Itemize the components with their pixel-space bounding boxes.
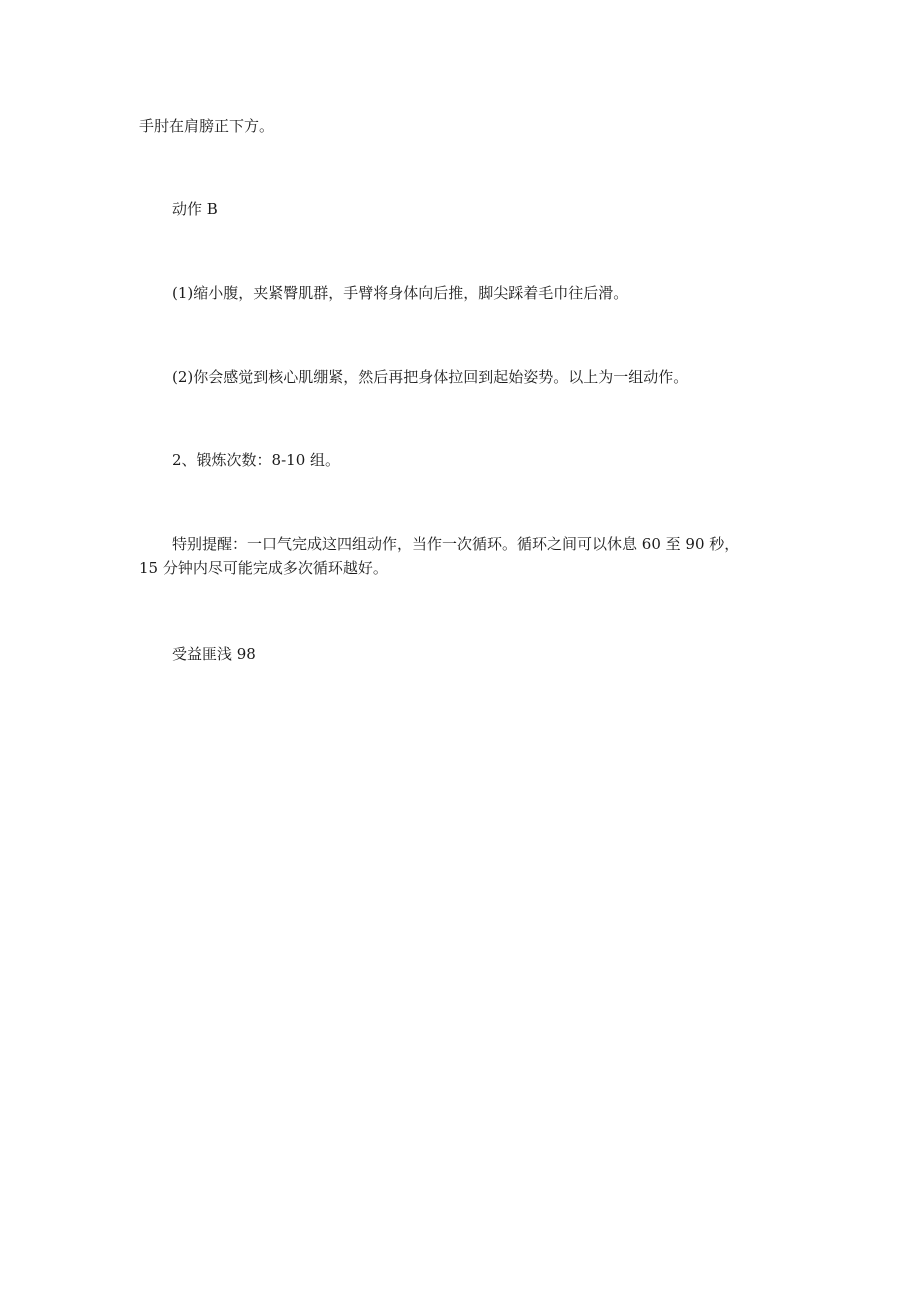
reminder-line-2: 15 分钟内尽可能完成多次循环越好。 <box>139 559 388 577</box>
reminder-line-1: 特别提醒：一口气完成这四组动作，当作一次循环。循环之间可以休息 60 至 90 秒， <box>172 535 740 553</box>
paragraph-step-2: (2)你会感觉到核心肌绷紧，然后再把身体拉回到起始姿势。以上为一组动作。 <box>172 368 689 386</box>
paragraph-footer-note: 受益匪浅 98 <box>172 645 256 663</box>
paragraph-special-reminder <box>139 532 784 580</box>
paragraph-action-b-heading: 动作 B <box>172 200 218 218</box>
paragraph-elbow: 手肘在肩膀正下方。 <box>139 117 275 135</box>
paragraph-step-1: (1)缩小腹，夹紧臀肌群，手臂将身体向后推，脚尖踩着毛巾往后滑。 <box>172 284 629 302</box>
paragraph-exercise-count: 2、锻炼次数：8-10 组。 <box>172 451 341 469</box>
